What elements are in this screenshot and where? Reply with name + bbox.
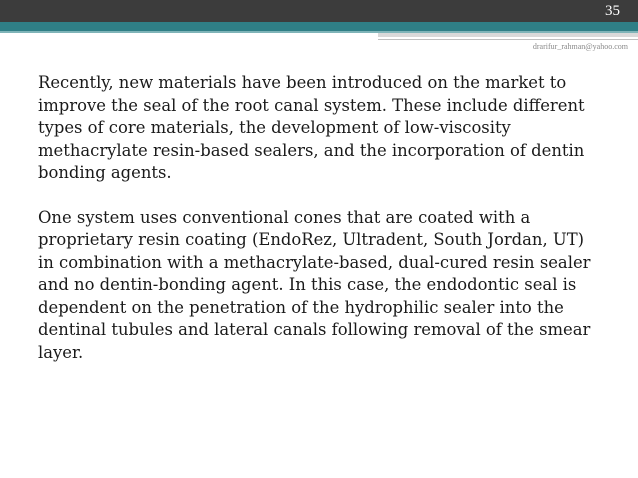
author-email: drarifur_rahman@yahoo.com: [532, 42, 628, 51]
paragraph: One system uses conventional cones that are coated with a proprietary resin coating (EndoRez, Ultradent, South Jordan, UT) in combination with a methacrylate-based, dual-cured resin sealer and no dentin-bonding agent. In this case, the endodontic seal is dependent on the penetration of the hydrophilic sealer into the dentinal tubules and lateral canals following removal of the smear layer.: [38, 207, 591, 362]
header-dark-band: [0, 0, 638, 22]
header-teal-band: [0, 22, 638, 31]
header-grey-band: [378, 33, 638, 37]
paragraph: Recently, new materials have been introduced on the market to improve the seal of the root canal system. These include different types of core materials, the development of low-viscosity methacrylate resin-based sealers, and the incorporation of dentin bonding agents.: [38, 73, 585, 182]
header-grey-line: [378, 39, 638, 40]
slide-body: [38, 72, 604, 386]
slide-number: 35: [605, 3, 620, 19]
